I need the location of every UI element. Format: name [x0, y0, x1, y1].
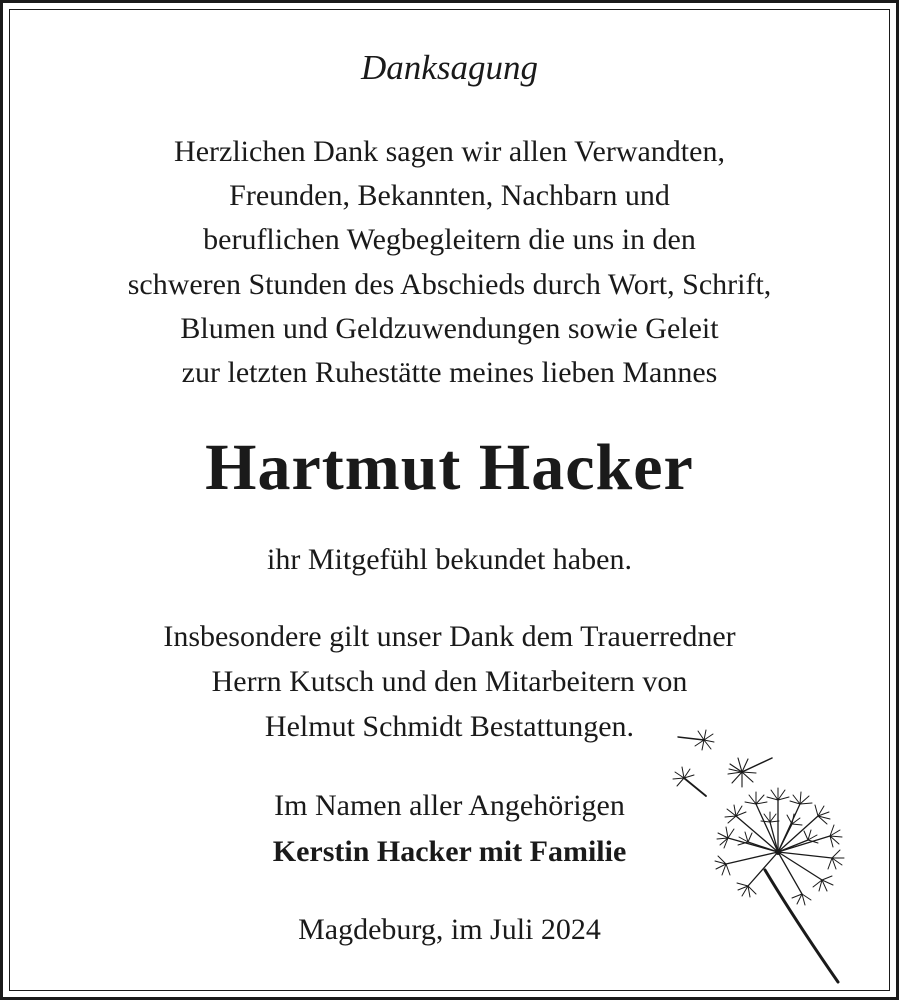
- intro-line: beruflichen Wegbegleitern die uns in den: [203, 223, 696, 257]
- on-behalf-line: Im Namen aller Angehörigen: [274, 789, 625, 822]
- sympathy-line: ihr Mitgefühl bekundet haben.: [267, 543, 632, 576]
- notice-heading: Danksagung: [361, 48, 538, 87]
- intro-line: schweren Stunden des Abschieds durch Wort, Schrift,: [127, 267, 772, 301]
- special-thanks-line: Herrn Kutsch und den Mitarbeitern von: [211, 665, 688, 698]
- intro-text: [0, 130, 899, 395]
- deceased-name: Hartmut Hacker: [205, 431, 694, 504]
- intro-line: Blumen und Geldzuwendungen sowie Geleit: [180, 311, 719, 345]
- signer-name: Kerstin Hacker mit Familie: [272, 835, 627, 868]
- intro-line: Herzlichen Dank sagen wir allen Verwandten,: [174, 135, 725, 168]
- dandelion-icon: [660, 720, 880, 985]
- special-thanks-line: Helmut Schmidt Bestattungen.: [264, 710, 635, 743]
- intro-line: Freunden, Bekannten, Nachbarn und: [229, 179, 670, 213]
- intro-line: zur letzten Ruhestätte meines lieben Mannes: [181, 356, 718, 390]
- special-thanks-line: Insbesondere gilt unser Dank dem Trauerredner: [163, 620, 736, 653]
- place-date: Magdeburg, im Juli 2024: [298, 913, 601, 946]
